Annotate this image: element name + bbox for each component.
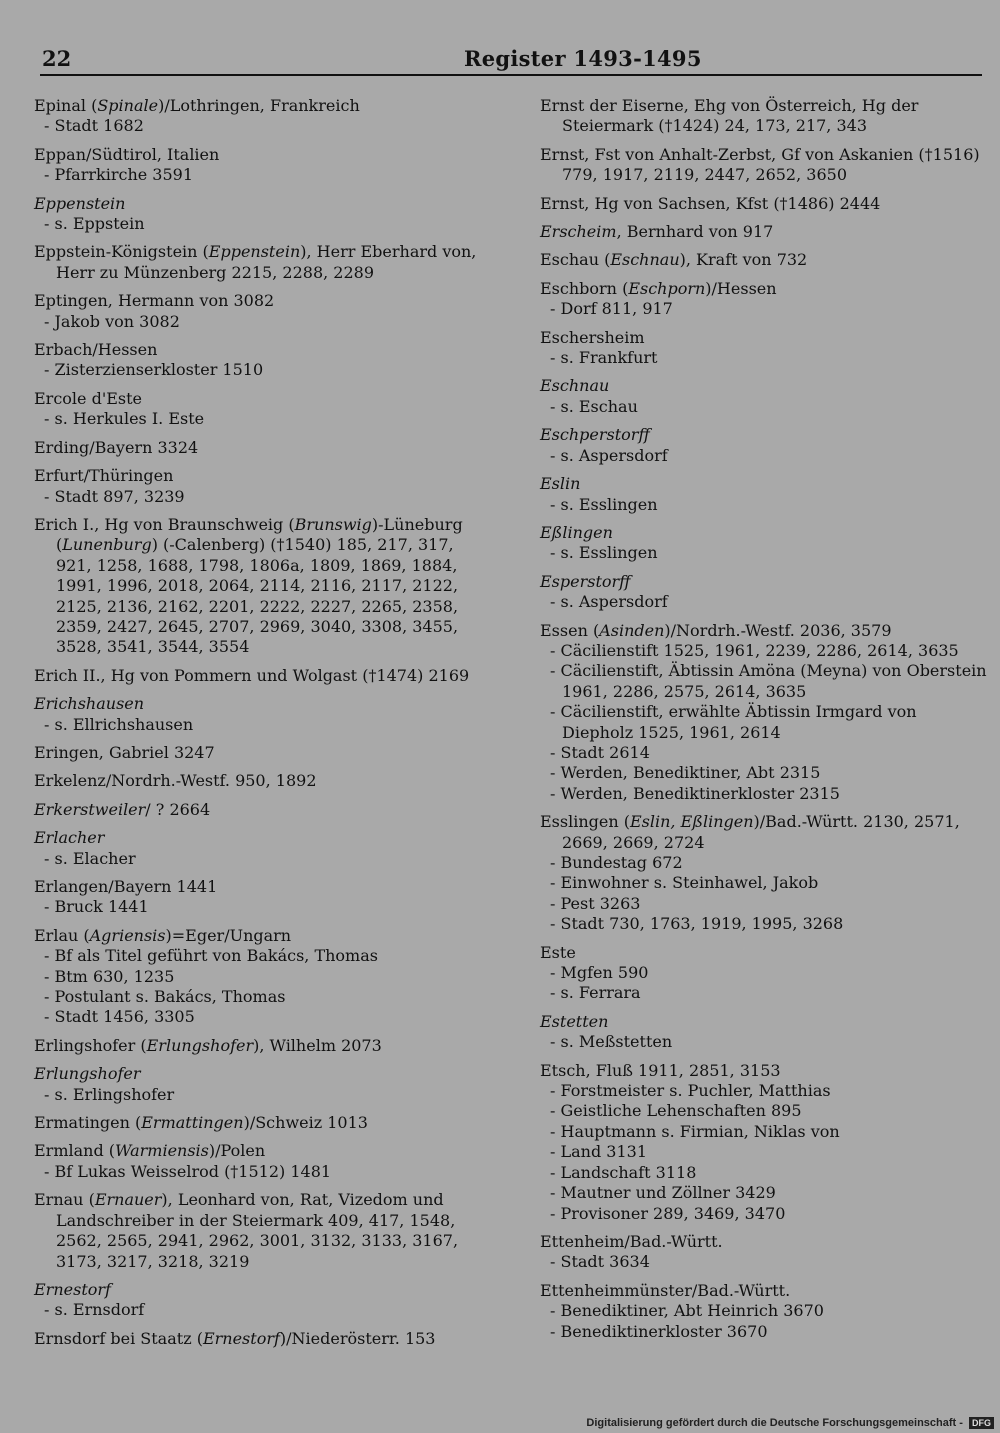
entry-subentry: - s. Esslingen [550, 494, 658, 514]
entry-heading-text: Ernst der Eiserne, Ehg von Österreich, Hg der Steiermark (†1424) 24, 173, 217, 343 [540, 96, 919, 136]
entry-heading-text: Essen ( [540, 620, 600, 640]
entry-subentry: - Dorf 811, 917 [550, 299, 673, 319]
entry-heading [34, 466, 489, 486]
entry-subentry: - s. Elacher [44, 848, 136, 868]
entry-heading-text: ), Wilhelm 2073 [253, 1035, 382, 1055]
entry-subentry: - Pfarrkirche 3591 [44, 165, 194, 185]
entry-heading [540, 279, 990, 299]
entry-subentry: - Jakob von 3082 [44, 311, 180, 331]
entry-heading-text: )/Schweiz 1013 [243, 1113, 368, 1133]
register-entry [540, 1281, 990, 1342]
register-column-left [34, 96, 489, 1357]
entry-heading-italic: Spinale [97, 96, 159, 115]
entry-subentry: - Einwohner s. Steinhawel, Jakob [550, 873, 819, 893]
entry-heading-text: / ? 2664 [145, 799, 211, 819]
register-entry [540, 250, 990, 270]
entry-heading-italic: Estetten [540, 1011, 609, 1031]
entry-subentry: - Mgfen 590 [550, 963, 649, 983]
register-entry [34, 828, 489, 869]
entry-subentry: - Bruck 1441 [44, 897, 149, 917]
entry-heading-text: Erbach/Hessen [34, 340, 158, 360]
register-entry [540, 376, 990, 417]
entry-heading-text: ) (-Calenberg) (†1540) 185, 217, 317, 921, 1258, 1688, 1798, 1806a, 1809, 1869, 1884, 1991, 1996, 2018, 2064, 2114, 2116, 2117, 2122, 2125, 2136, 2162, 2201, 2222, 2227, 2265, 2358, 2359, 2427, 2645, 2707, 2969, 3040, 3308, 3455, 3528, 3541, 3544, 3554 [56, 535, 459, 657]
register-entry [34, 194, 489, 235]
entry-heading [34, 1190, 489, 1272]
entry-heading [34, 1280, 489, 1300]
register-entry [540, 1232, 990, 1273]
entry-subentry: - Provisoner 289, 3469, 3470 [550, 1203, 786, 1223]
entry-heading-text: ), Leonhard von, Rat, Vizedom und Landschreiber in der Steiermark 409, 417, 1548, 2562, 2565, 2941, 2962, 3001, 3132, 3133, 3167, 3173, 3217, 3218, 3219 [56, 1190, 459, 1271]
register-entry [34, 515, 489, 658]
entry-heading-text: , Bernhard von 917 [616, 222, 774, 242]
entry-heading-text: )-Lüneburg ( [56, 514, 463, 555]
entry-heading-text: Erding/Bayern 3324 [34, 437, 199, 457]
register-entry [540, 145, 990, 186]
entry-subentry: - s. Meßstetten [550, 1032, 673, 1052]
register-entry [34, 96, 489, 137]
entry-subentry: - s. Eschau [550, 396, 638, 416]
entry-heading-italic: Eschperstorff [540, 425, 650, 445]
entry-subentry: - Land 3131 [550, 1142, 648, 1162]
register-entry [540, 474, 990, 515]
entry-heading [34, 438, 489, 458]
register-entry [34, 1113, 489, 1133]
entry-heading-italic: Ernestorf [34, 1279, 111, 1299]
entry-heading [540, 194, 990, 214]
entry-heading-text: Este [540, 942, 576, 962]
entry-heading-text: Ercole d'Este [34, 388, 143, 408]
entry-heading [540, 812, 990, 853]
entry-subentry: - s. Herkules I. Este [44, 409, 205, 429]
entry-heading [34, 1036, 489, 1056]
entry-heading-text: ), Kraft von 732 [679, 250, 808, 270]
entry-subentry: - Btm 630, 1235 [44, 966, 175, 986]
register-entry [540, 523, 990, 564]
register-entry [34, 1329, 489, 1349]
register-entry [540, 279, 990, 320]
register-entry [540, 425, 990, 466]
entry-subentry: - Werden, Benediktiner, Abt 2315 [550, 763, 821, 783]
entry-heading-text: Epinal ( [34, 96, 98, 115]
entry-heading-italic: Agriensis [89, 925, 166, 945]
entry-heading-text: )/Niederösterr. 153 [279, 1328, 436, 1348]
entry-subentry: - Stadt 3634 [550, 1252, 650, 1272]
register-entry [34, 743, 489, 763]
entry-subentry: - Zisterzienserkloster 1510 [44, 360, 264, 380]
entry-heading-text: )/Polen [208, 1141, 266, 1161]
page-number: 22 [42, 46, 72, 71]
entry-heading [34, 145, 489, 165]
entry-heading-text: Eringen, Gabriel 3247 [34, 742, 215, 762]
register-entry [540, 194, 990, 214]
entry-heading-text: Ernst, Fst von Anhalt-Zerbst, Gf von Askanien (†1516) 779, 1917, 2119, 2447, 2652, 3650 [540, 144, 980, 185]
entry-heading [34, 96, 489, 116]
entry-heading-text: Ermland ( [34, 1141, 116, 1161]
entry-heading-text: Eschersheim [540, 327, 645, 347]
entry-heading-italic: Erlacher [34, 828, 105, 848]
entry-heading [34, 926, 489, 946]
register-entry [34, 1280, 489, 1321]
entry-heading-text: )/Nordrh.-Westf. 2036, 3579 [664, 620, 892, 640]
entry-heading-text: Ettenheimmünster/Bad.-Württ. [540, 1280, 791, 1300]
register-entry [540, 1061, 990, 1224]
entry-heading-text: Erich II., Hg von Pommern und Wolgast (†1474) 2169 [34, 665, 470, 685]
entry-heading-italic: Ernestorf [202, 1328, 280, 1348]
entry-heading-text: Eptingen, Hermann von 3082 [34, 291, 275, 311]
entry-heading [34, 291, 489, 311]
entry-heading-italic: Eschnau [610, 250, 680, 270]
entry-heading-text: Eppstein-Königstein ( [34, 242, 209, 262]
register-entry [34, 1141, 489, 1182]
register-entry [34, 242, 489, 283]
entry-heading [540, 96, 990, 137]
entry-heading [540, 1281, 990, 1301]
entry-heading-italic: Erscheim [540, 222, 617, 242]
entry-heading [540, 1061, 990, 1081]
entry-subentry: - Stadt 897, 3239 [44, 486, 185, 506]
register-entry [34, 291, 489, 332]
entry-heading-italic: Warmiensis [115, 1141, 209, 1161]
entry-heading-text: )/Lothringen, Frankreich [158, 96, 360, 115]
entry-subentry: - s. Eppstein [44, 214, 145, 234]
entry-heading-text: )/Hessen [705, 278, 777, 298]
entry-subentry: - s. Erlingshofer [44, 1084, 175, 1104]
register-entry [34, 145, 489, 186]
page-header [40, 44, 980, 76]
entry-heading [34, 242, 489, 283]
entry-subentry: - Cäcilienstift, Äbtissin Amöna (Meyna) von Oberstein 1961, 2286, 2575, 2614, 3635 [550, 661, 987, 701]
entry-heading [540, 222, 990, 242]
entry-heading-text: ), Herr Eberhard von, Herr zu Münzenberg 2215, 2288, 2289 [56, 242, 477, 282]
entry-subentry: - Werden, Benediktinerkloster 2315 [550, 783, 840, 803]
entry-heading-italic: Erichshausen [34, 694, 145, 714]
entry-heading-text: Erlangen/Bayern 1441 [34, 877, 218, 896]
entry-subentry: - Landschaft 3118 [550, 1162, 697, 1182]
entry-subentry: - Pest 3263 [550, 893, 641, 913]
entry-heading [540, 425, 990, 445]
entry-heading-italic: Lunenburg [62, 535, 152, 555]
entry-heading-text: )=Eger/Ungarn [165, 925, 292, 945]
entry-subentry: - Bf Lukas Weisselrod (†1512) 1481 [44, 1161, 332, 1181]
entry-heading-text: Eschborn ( [540, 278, 629, 298]
entry-heading [540, 572, 990, 592]
entry-heading [540, 1232, 990, 1252]
entry-subentry: - s. Ellrichshausen [44, 714, 194, 734]
register-entry [540, 572, 990, 613]
entry-subentry: - Stadt 1456, 3305 [44, 1007, 195, 1027]
register-entry [34, 926, 489, 1028]
entry-heading-italic: Asinden [599, 620, 665, 640]
register-entry [540, 812, 990, 934]
entry-heading [34, 743, 489, 763]
register-entry [34, 340, 489, 381]
register-entry [34, 438, 489, 458]
entry-heading [540, 376, 990, 396]
entry-heading-text: Eschau ( [540, 250, 611, 270]
entry-heading-italic: Eslin [540, 474, 581, 494]
entry-heading [34, 389, 489, 409]
register-entry [34, 800, 489, 820]
entry-heading-text: Eppan/Südtirol, Italien [34, 144, 220, 164]
entry-heading [540, 943, 990, 963]
entry-heading-text: )/Bad.-Württ. 2130, 2571, 2669, 2669, 2724 [562, 812, 960, 852]
entry-subentry: - Forstmeister s. Puchler, Matthias [550, 1081, 831, 1101]
entry-heading [34, 800, 489, 820]
entry-heading-italic: Erlungshofer [34, 1064, 141, 1084]
entry-subentry: - Postulant s. Bakács, Thomas [44, 987, 286, 1007]
entry-heading-italic: Ernauer [94, 1190, 162, 1210]
register-entry [540, 96, 990, 137]
entry-heading-text: Erlau ( [34, 925, 90, 945]
entry-heading-text: Ernau ( [34, 1190, 95, 1210]
entry-subentry: - Geistliche Lehenschaften 895 [550, 1101, 802, 1121]
entry-subentry: - Cäcilienstift 1525, 1961, 2239, 2286, 2614, 3635 [550, 640, 959, 660]
entry-heading [34, 1329, 489, 1349]
entry-subentry: - Cäcilienstift, erwählte Äbtissin Irmgard von Diepholz 1525, 1961, 2614 [550, 702, 917, 742]
entry-subentry: - s. Ferrara [550, 983, 641, 1003]
register-entry [34, 1190, 489, 1272]
entry-subentry: - Stadt 730, 1763, 1919, 1995, 3268 [550, 914, 844, 934]
entry-heading-text: Ettenheim/Bad.-Württ. [540, 1231, 723, 1251]
register-entry [34, 771, 489, 791]
entry-heading [34, 771, 489, 791]
register-column-right [540, 96, 990, 1350]
entry-heading [34, 1141, 489, 1161]
entry-heading-italic: Erlungshofer [146, 1035, 254, 1055]
entry-heading-text: Ernsdorf bei Staatz ( [34, 1328, 203, 1348]
dfg-logo: DFG [969, 1417, 994, 1429]
entry-heading-italic: Eßlingen [540, 522, 613, 542]
register-entry [540, 222, 990, 242]
entry-heading-text: Ernst, Hg von Sachsen, Kfst (†1486) 2444 [540, 193, 881, 213]
entry-subentry: - Benediktiner, Abt Heinrich 3670 [550, 1301, 824, 1321]
register-entry [540, 1012, 990, 1053]
entry-heading-text: Ermatingen ( [34, 1113, 142, 1133]
entry-subentry: - s. Ernsdorf [44, 1300, 145, 1320]
register-entry [34, 666, 489, 686]
register-entry [34, 694, 489, 735]
entry-heading-text: Esslingen ( [540, 812, 630, 832]
entry-heading-italic: Eppenstein [34, 193, 126, 213]
register-entry [34, 877, 489, 918]
entry-subentry: - Hauptmann s. Firmian, Niklas von [550, 1121, 840, 1141]
entry-subentry: - Bundestag 672 [550, 853, 683, 872]
entry-heading [34, 194, 489, 214]
entry-heading [540, 523, 990, 543]
entry-heading [34, 1064, 489, 1084]
register-entry [540, 328, 990, 369]
register-entry [34, 1064, 489, 1105]
entry-subentry: - s. Frankfurt [550, 348, 658, 368]
footer-credit [586, 1417, 994, 1429]
entry-heading [34, 666, 489, 686]
entry-heading [540, 621, 990, 641]
entry-heading-italic: Eschnau [540, 376, 610, 396]
entry-subentry: - Stadt 1682 [44, 116, 144, 136]
entry-subentry: - Stadt 2614 [550, 742, 650, 762]
header-rule [40, 74, 982, 76]
register-entry [540, 621, 990, 805]
entry-heading [540, 474, 990, 494]
entry-heading [540, 1012, 990, 1032]
entry-subentry: - Benediktinerkloster 3670 [550, 1321, 768, 1341]
entry-heading [34, 877, 489, 897]
entry-heading [34, 340, 489, 360]
entry-heading [34, 828, 489, 848]
entry-heading [34, 1113, 489, 1133]
entry-heading [540, 145, 990, 186]
entry-heading-italic: Esperstorff [540, 571, 631, 591]
entry-subentry: - Mautner und Zöllner 3429 [550, 1183, 776, 1203]
entry-heading-text: Etsch, Fluß 1911, 2851, 3153 [540, 1060, 781, 1080]
register-entry [540, 943, 990, 1004]
entry-heading-italic: Ermattingen [141, 1113, 244, 1133]
entry-heading-italic: Eppenstein [208, 242, 301, 262]
entry-heading [34, 694, 489, 714]
entry-heading-text: Erkelenz/Nordrh.-Westf. 950, 1892 [34, 771, 317, 791]
entry-heading-text: Erlingshofer ( [34, 1035, 147, 1055]
entry-subentry: - s. Aspersdorf [550, 592, 668, 612]
entry-heading-italic: Erkerstweiler [34, 799, 146, 819]
entry-subentry: - Bf als Titel geführt von Bakács, Thomas [44, 946, 378, 966]
entry-heading [540, 250, 990, 270]
entry-subentry: - s. Esslingen [550, 543, 658, 563]
entry-heading-italic: Eslin, Eßlingen [629, 812, 754, 832]
entry-heading [540, 328, 990, 348]
register-entry [34, 466, 489, 507]
footer-text: Digitalisierung gefördert durch die Deutsche Forschungsgemeinschaft - [586, 1416, 963, 1429]
register-entry [34, 389, 489, 430]
register-entry [34, 1036, 489, 1056]
entry-heading-italic: Eschporn [628, 278, 706, 298]
entry-heading-italic: Brunswig [294, 514, 372, 534]
entry-heading [34, 515, 489, 658]
entry-heading-text: Erich I., Hg von Braunschweig ( [34, 514, 295, 534]
entry-subentry: - s. Aspersdorf [550, 445, 668, 465]
entry-heading-text: Erfurt/Thüringen [34, 466, 174, 486]
running-title: Register 1493-1495 [464, 46, 702, 71]
